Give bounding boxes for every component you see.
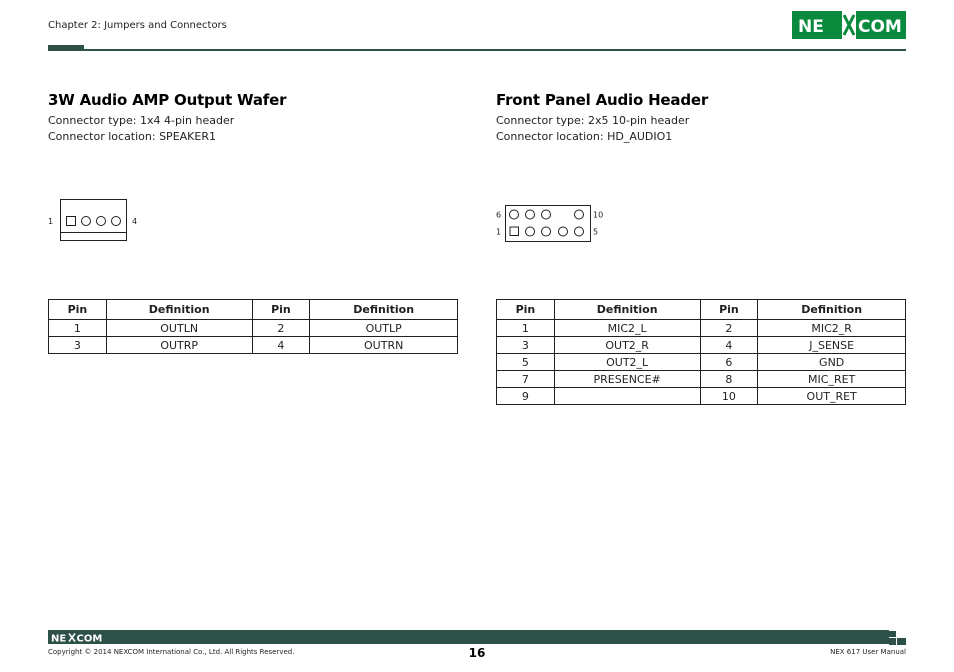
table-cell: 5 [497, 354, 555, 371]
table-row [497, 388, 906, 405]
svg-text:NE: NE [798, 17, 824, 37]
header-pin: Pin [252, 300, 310, 320]
table-header-row [497, 300, 906, 320]
connector-location: Connector location: SPEAKER1 [48, 130, 216, 143]
table-cell: OUT2_R [554, 337, 700, 354]
table-cell: 9 [497, 388, 555, 405]
table-cell: 10 [700, 388, 758, 405]
table-cell: 4 [700, 337, 758, 354]
svg-text:NE: NE [51, 633, 67, 643]
pin-label-top-right: 10 [593, 210, 604, 220]
speaker-connector-diagram [44, 197, 144, 245]
pin-label-bottom-right: 5 [593, 227, 599, 237]
connector-location: Connector location: HD_AUDIO1 [496, 130, 673, 143]
pin-label-top-left: 6 [496, 210, 502, 220]
table-cell: GND [758, 354, 906, 371]
header-pin: Pin [700, 300, 758, 320]
pin-label-end: 4 [132, 217, 138, 226]
table-row [497, 320, 906, 337]
nexcom-logo [792, 11, 906, 39]
header-pin: Pin [497, 300, 555, 320]
pin-label-start: 1 [48, 217, 54, 226]
svg-text:COM: COM [76, 633, 103, 643]
table-cell: PRESENCE# [554, 371, 700, 388]
table-row [497, 371, 906, 388]
table-row [49, 337, 458, 354]
table-cell: 2 [252, 320, 310, 337]
footer-bar [48, 630, 906, 644]
connector-type: Connector type: 1x4 4-pin header [48, 114, 235, 127]
manual-title: NEX 617 User Manual [830, 648, 906, 656]
front-audio-pin-table [496, 299, 906, 405]
table-cell: J_SENSE [758, 337, 906, 354]
table-cell: MIC_RET [758, 371, 906, 388]
header-rule-mark [48, 45, 84, 51]
table-cell: MIC2_L [554, 320, 700, 337]
header-pin: Pin [49, 300, 107, 320]
footer-corner-mark [889, 630, 906, 644]
table-cell: OUTLN [106, 320, 252, 337]
table-cell: OUTRP [106, 337, 252, 354]
table-cell: OUTLP [310, 320, 458, 337]
table-row [49, 320, 458, 337]
table-row [497, 354, 906, 371]
section-title: Front Panel Audio Header [496, 91, 709, 109]
header-definition: Definition [310, 300, 458, 320]
header-definition: Definition [106, 300, 252, 320]
table-row [497, 337, 906, 354]
table-header-row [49, 300, 458, 320]
header-definition: Definition [554, 300, 700, 320]
connector-type: Connector type: 2x5 10-pin header [496, 114, 690, 127]
svg-text:COM: COM [858, 17, 902, 37]
table-cell: 1 [497, 320, 555, 337]
table-cell: OUTRN [310, 337, 458, 354]
table-cell: 7 [497, 371, 555, 388]
copyright-text: Copyright © 2014 NEXCOM International Co., Ltd. All Rights Reserved. [48, 648, 295, 656]
speaker-section [48, 91, 286, 144]
pin-label-bottom-left: 1 [496, 227, 502, 237]
table-cell: 8 [700, 371, 758, 388]
table-cell: 3 [497, 337, 555, 354]
table-cell: 3 [49, 337, 107, 354]
table-cell: 4 [252, 337, 310, 354]
front-audio-section [496, 91, 708, 144]
table-cell [554, 388, 700, 405]
chapter-title: Chapter 2: Jumpers and Connectors [48, 20, 227, 31]
table-cell: OUT_RET [758, 388, 906, 405]
footer-nexcom-logo [50, 632, 108, 643]
table-cell: 2 [700, 320, 758, 337]
section-title: 3W Audio AMP Output Wafer [48, 91, 287, 109]
table-cell: 1 [49, 320, 107, 337]
page-number: 16 [468, 646, 486, 660]
table-cell: MIC2_R [758, 320, 906, 337]
speaker-pin-table [48, 299, 458, 354]
header-rule [48, 49, 906, 51]
header-definition: Definition [758, 300, 906, 320]
front-audio-connector-diagram [493, 204, 611, 244]
table-cell: 6 [700, 354, 758, 371]
table-cell: OUT2_L [554, 354, 700, 371]
